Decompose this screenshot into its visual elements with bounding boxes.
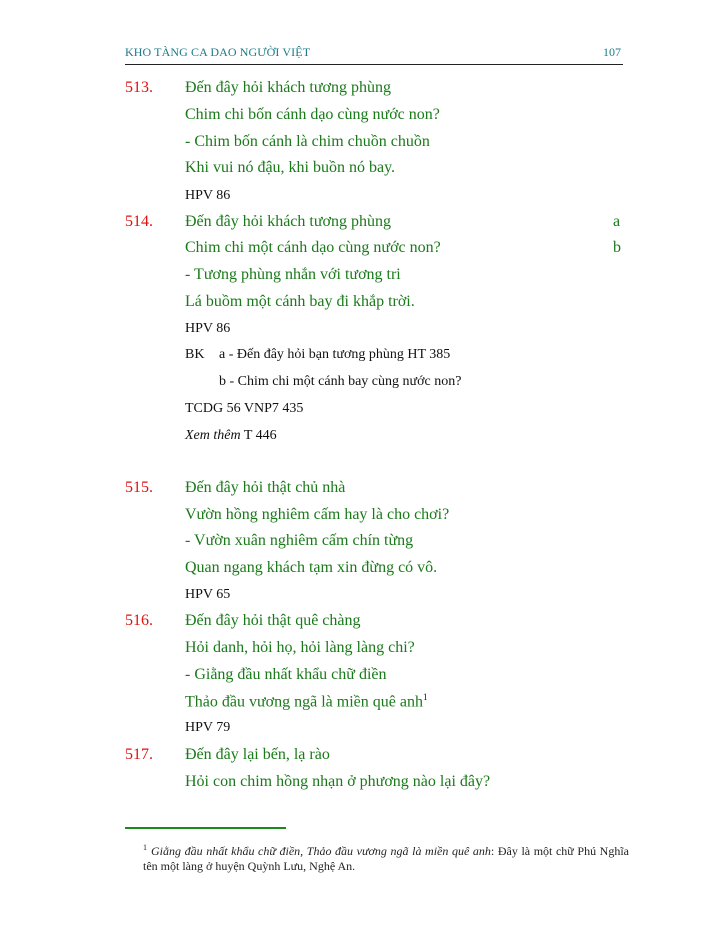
verse-line: - Giằng đầu nhất khẩu chữ điền	[185, 666, 387, 683]
see-also-ref: T 446	[240, 428, 277, 443]
verse-line: Hỏi con chim hồng nhạn ở phương nào lại đây?	[185, 773, 491, 790]
entry-number-517: 517.	[125, 746, 153, 763]
verse-line: Khi vui nó đậu, khi buồn nó bay.	[185, 159, 396, 176]
verse-line: Quan ngang khách tạm xin đừng có vô.	[185, 559, 438, 576]
source-ref: HPV 65	[185, 587, 231, 602]
see-also	[185, 428, 277, 444]
variant-a: a - Đến đây hỏi bạn tương phùng HT 385	[219, 347, 451, 362]
verse-line: - Vườn xuân nghiêm cấm chín từng	[185, 532, 414, 549]
verse-text: Thảo đầu vương ngã là miền quê anh	[185, 693, 423, 711]
verse-line: - Tương phùng nhắn với tương tri	[185, 266, 401, 283]
verse-line: Chim chi một cánh dạo cùng nước non?	[185, 239, 441, 256]
see-also-label: Xem thêm	[185, 428, 241, 443]
entry-number-514: 514.	[125, 213, 153, 230]
verse-line	[185, 692, 427, 711]
source-ref: HPV 79	[185, 720, 231, 735]
footnote-text: : Đây là một chữ Phú Nghĩa tên một làng ở huyện Quỳnh Lưu, Nghệ An.	[143, 844, 629, 873]
verse-line: Đến đây hỏi thật chủ nhà	[185, 479, 346, 496]
variant-mark-b: b	[613, 239, 621, 256]
page-number: 107	[603, 45, 621, 59]
variant-mark-a: a	[613, 213, 621, 230]
verse-line: Lá buồm một cánh bay đi khắp trời.	[185, 293, 415, 310]
verse-line: Hỏi danh, hỏi họ, hỏi làng làng chi?	[185, 639, 415, 656]
footnote-marker[interactable]: 1	[422, 692, 428, 702]
source-ref: TCDG 56 VNP7 435	[185, 401, 304, 416]
footnote-rule	[125, 827, 286, 829]
variant-b: b - Chim chi một cánh bay cùng nước non?	[219, 374, 462, 389]
running-header	[125, 44, 623, 65]
verse-line: Vườn hồng nghiêm cấm hay là cho chơi?	[185, 506, 450, 523]
entry-number-515: 515.	[125, 479, 153, 496]
entry-number-513: 513.	[125, 79, 153, 96]
footnote-quote: Giằng đầu nhất khẩu chữ điền, Thảo đầu vương ngã là miền quê anh	[151, 844, 491, 858]
source-ref: HPV 86	[185, 321, 231, 336]
footnote	[143, 840, 629, 874]
book-title: KHO TÀNG CA DAO NGƯỜI VIỆT	[125, 45, 311, 59]
verse-line: - Chim bốn cánh là chim chuồn chuồn	[185, 133, 430, 150]
footnote-number: 1	[143, 843, 147, 852]
verse-line: Chim chi bốn cánh dạo cùng nước non?	[185, 106, 440, 123]
source-ref: HPV 86	[185, 188, 231, 203]
verse-line: Đến đây hỏi thật quê chàng	[185, 612, 361, 629]
verse-line: Đến đây hỏi khách tương phùng	[185, 213, 391, 230]
verse-line: Đến đây hỏi khách tương phùng	[185, 79, 391, 96]
variant-label: BK	[185, 347, 205, 362]
verse-line: Đến đây lại bến, lạ rào	[185, 746, 330, 763]
entry-number-516: 516.	[125, 612, 153, 629]
